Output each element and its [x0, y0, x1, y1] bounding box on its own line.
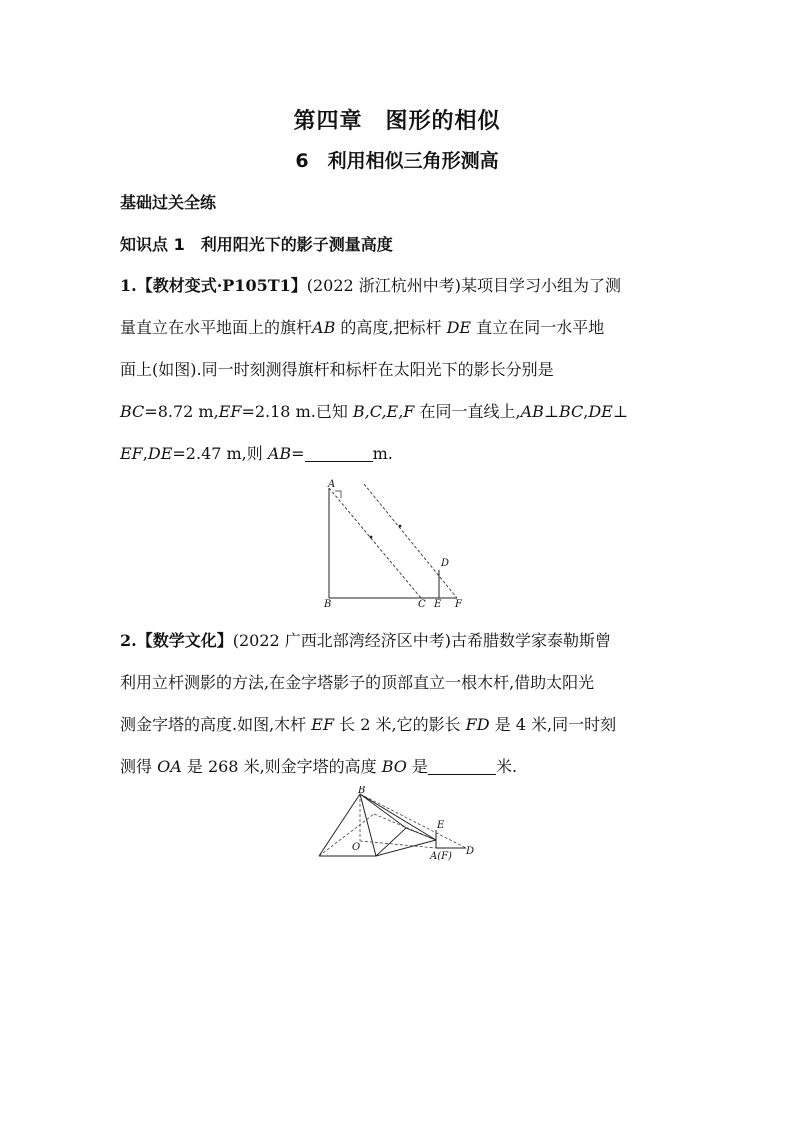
math-var: DE: [446, 318, 472, 337]
answer-blank[interactable]: [305, 443, 373, 462]
problem-1-line-2: [120, 314, 680, 356]
problem-1-line-1: [120, 272, 680, 314]
text: 面上(如图).同一时刻测得旗杆和标杆在太阳光下的影长分别是: [120, 360, 554, 379]
math-var: B,C,E,F: [352, 402, 415, 421]
text: 测金字塔的高度.如图,木杆: [120, 715, 312, 734]
text: 测得: [120, 757, 158, 776]
section-title: 6 利用相似三角形测高: [295, 150, 499, 172]
perp-symbol: ⊥: [543, 402, 559, 421]
label-b: B: [358, 786, 366, 796]
problem-text: (2022 广西北部湾经济区中考)古希腊数学家泰勒斯曾: [232, 631, 612, 650]
problem-2-line-2: [120, 669, 680, 711]
ray-arrow: [370, 536, 373, 539]
answer-blank[interactable]: [428, 756, 496, 775]
text: 长 2 米,它的影长: [334, 715, 466, 734]
label-a: A: [328, 479, 336, 490]
text: 的高度,把标杆: [335, 318, 447, 337]
text: =2.18 m.已知: [241, 402, 353, 421]
text: ,: [142, 444, 148, 463]
label-o: O: [352, 842, 361, 853]
sun-ray-df: [364, 484, 457, 598]
label-d: D: [441, 558, 450, 569]
sun-ray-ac: [329, 488, 421, 598]
math-var: EF: [218, 402, 242, 421]
math-var: AB: [267, 444, 292, 463]
perp-symbol: ⊥: [612, 402, 628, 421]
text: 米.: [496, 757, 518, 776]
text: 直立在同一水平地: [471, 318, 605, 337]
text: =8.72 m,: [144, 402, 219, 421]
math-var: EF: [120, 444, 143, 463]
problem-1-line-4: [120, 398, 680, 440]
problem-2-line-1: [120, 627, 680, 669]
label-e: E: [437, 820, 445, 831]
text: =2.47 m,则: [172, 444, 268, 463]
math-var: AB: [520, 402, 544, 421]
problem-tag: 【教材变式·P105T1】: [136, 276, 307, 295]
problem-tag: 【数学文化】: [136, 631, 233, 650]
label-e: E: [434, 599, 442, 610]
flagpole-figure: [318, 474, 478, 614]
math-var: BC: [120, 402, 145, 421]
text: 是: [406, 757, 429, 776]
ridge-line: [360, 794, 406, 828]
math-var: BO: [381, 757, 407, 776]
label-c: C: [418, 599, 426, 610]
pyramid-figure: [316, 786, 480, 862]
ray-arrow: [399, 525, 402, 528]
problem-1: [120, 272, 680, 482]
chapter-title: 第四章 图形的相似: [293, 109, 501, 134]
math-var: EF: [311, 715, 335, 734]
math-var: AB: [312, 318, 336, 337]
knowledge-point-heading: 知识点 1 利用阳光下的影子测量高度: [120, 235, 393, 254]
text: 是 4 米,同一时刻: [489, 715, 617, 734]
hidden-edge: [319, 814, 374, 856]
problem-2: [120, 627, 680, 795]
label-b: B: [324, 599, 332, 610]
problem-number: 1.: [120, 276, 137, 295]
problem-text: (2022 浙江杭州中考)某项目学习小组为了测: [306, 276, 622, 295]
label-af: A(F): [430, 851, 452, 862]
sun-ray: [360, 794, 466, 848]
label-f: F: [455, 599, 462, 610]
pyramid-front-edge: [360, 794, 376, 856]
segment-oa: [360, 841, 436, 848]
text: 在同一直线上,: [414, 402, 521, 421]
math-var: FD: [465, 715, 490, 734]
practice-heading: 基础过关全练: [120, 193, 217, 212]
math-var: OA: [157, 757, 182, 776]
math-var: DE: [147, 444, 173, 463]
text: 是 268 米,则金字塔的高度: [181, 757, 382, 776]
pyramid-outline: [319, 794, 436, 856]
problem-number: 2.: [120, 631, 137, 650]
text: 量直立在水平地面上的旗杆: [120, 318, 313, 337]
text: =: [291, 444, 305, 463]
problem-2-line-3: [120, 711, 680, 753]
text: 利用立杆测影的方法,在金字塔影子的顶部直立一根木杆,借助太阳光: [120, 673, 595, 692]
problem-1-line-3: [120, 356, 680, 398]
label-d: D: [466, 846, 475, 857]
math-var: DE: [588, 402, 613, 421]
math-var: BC: [558, 402, 584, 421]
text: m.: [372, 444, 393, 463]
text: ,: [583, 402, 589, 421]
